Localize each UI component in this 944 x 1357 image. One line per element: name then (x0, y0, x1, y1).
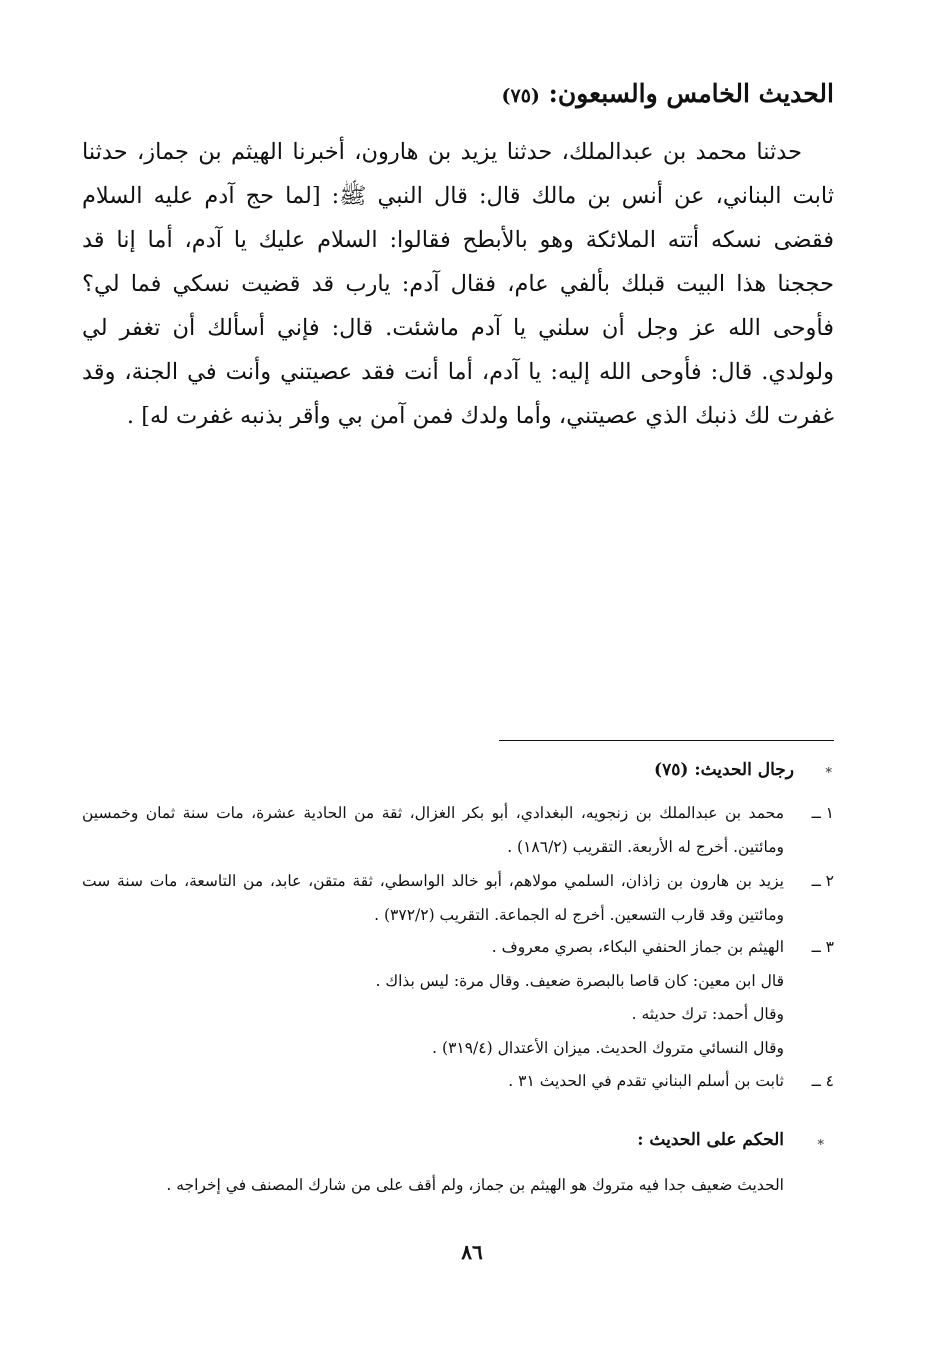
footnote-item (82, 1064, 834, 1098)
footnote-number: ٢ ــ (811, 872, 834, 890)
page-number: ٨٦ (461, 1240, 483, 1264)
footnote-text: يزيد بن هارون بن زاذان، السلمي مولاهم، أبو خالد الواسطي، ثقة متقن، عابد، من التاسعة، مات سنة ست ومائتين وقد قارب التسعين. أخرج له الجماعة. التقريب (٣٧٢/٢) . (82, 872, 784, 924)
rijal-star: * (825, 766, 832, 781)
footnote-number: ٤ ــ (811, 1072, 834, 1090)
footnote-separator (499, 740, 834, 741)
footnote-subline: وقال أحمد: ترك حديثه . (631, 1005, 784, 1023)
footnote-item (82, 864, 834, 932)
footnote-subline: وقال النسائي متروك الحديث. ميزان الأعتدال (٣١٩/٤) . (432, 1039, 784, 1057)
hukm-text: الحديث ضعيف جدا فيه متروك هو الهيثم بن جماز، ولم أقف على من شارك المصنف في إخراجه . (166, 1176, 784, 1194)
hukm-heading: الحكم على الحديث : (637, 1130, 784, 1150)
footnote-item (82, 930, 834, 964)
rijal-heading: رجال الحديث: (٧٥) (654, 760, 794, 780)
hadith-heading (94, 74, 834, 116)
footnote-text: محمد بن عبدالملك بن زنجويه، البغدادي، أبو بكر الغزال، ثقة من الحادية عشرة، مات سنة ثمان وخمسين ومائتين. أخرج له الأربعة. التقريب (١٨٦/٢) . (82, 804, 784, 856)
footnote-text: ثابت بن أسلم البناني تقدم في الحديث ٣١ . (508, 1072, 784, 1090)
hukm-star: * (817, 1138, 824, 1153)
footnote-text: الهيثم بن جماز الحنفي البكاء، بصري معروف . (491, 938, 784, 956)
footnote-item (82, 796, 834, 864)
hadith-paragraph: حدثنا محمد بن عبدالملك، حدثنا يزيد بن هارون، أخبرنا الهيثم بن جماز، حدثنا ثابت البناني، عن أنس بن مالك قال: قال النبي ﷺ: [لما حج آدم عليه السلام فقضى نسكه أتته الملائكة وهو بالأبطح فقالوا: السلام عليك يا آدم، أما إنا قد حججنا هذا البيت قبلك بألفي عام، فقال آدم: يارب قد قضيت نسكي فما لي؟ فأوحى الله عز وجل أن سلني يا آدم ماشئت. قال: فإني أسألك أن تغفر لي ولولدي. قال: فأوحى الله إليه: يا آدم، أما أنت فقد عصيتني وأنت في الجنة، وقد غفرت لك ذنبك الذي عصيتني، وأما ولدك فمن آمن بي وأقر بذنبه غفرت له] . (82, 139, 834, 429)
footnote-number: ١ ــ (811, 804, 834, 822)
hadith-number: (٧٥) (501, 85, 540, 107)
hadith-title: الحديث الخامس والسبعون: (548, 79, 834, 108)
footnote-number: ٣ ــ (811, 938, 834, 956)
hadith-text (82, 130, 834, 438)
footnote-subline: قال ابن معين: كان قاصا بالبصرة ضعيف. وقال مرة: ليس بذاك . (375, 972, 784, 990)
